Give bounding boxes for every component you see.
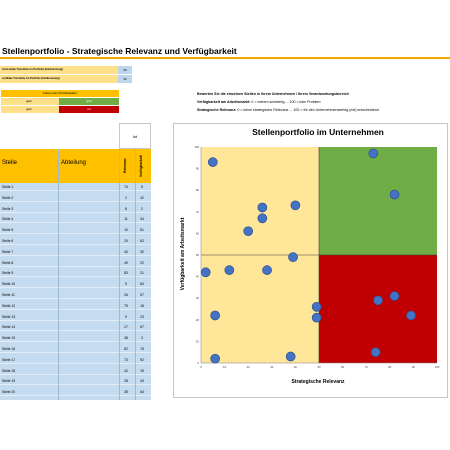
row-name-cell[interactable]: Stelle 7: [2, 249, 14, 254]
row-name-cell[interactable]: Stelle 18: [2, 368, 16, 373]
row-verfuegbarkeit-cell[interactable]: 84: [140, 282, 144, 287]
description-line-1: Bewerten Sie die einzelnen Stellen in Ihrem Unternehmen / Ihrem Verantwortungsbereich: [197, 92, 349, 96]
table-row[interactable]: [0, 183, 151, 191]
table-row[interactable]: [0, 215, 151, 223]
table-row[interactable]: [0, 388, 151, 396]
table-row[interactable]: [0, 323, 151, 331]
row-name-cell[interactable]: Stelle 11: [2, 293, 15, 297]
row-verfuegbarkeit-cell[interactable]: 30: [140, 249, 144, 254]
x-tick-label: 0: [200, 365, 202, 369]
x-tick-label: 30: [270, 365, 274, 369]
row-name-cell[interactable]: Stelle 5: [2, 228, 14, 233]
x-tick-label: 100: [434, 365, 440, 369]
row-verfuegbarkeit-cell[interactable]: 2: [141, 206, 143, 211]
header-stelle: Stelle: [2, 160, 18, 166]
portfolio-colors-header: Farben der Portfoliofelder: [1, 90, 119, 97]
header-relevanz: Relevanz: [123, 158, 127, 174]
table-row[interactable]: [0, 356, 151, 364]
row-verfuegbarkeit-cell[interactable]: 3: [141, 336, 143, 341]
threshold-value-cell[interactable]: 50: [118, 75, 132, 83]
row-relevanz-cell[interactable]: 83: [124, 271, 128, 276]
row-relevanz-cell[interactable]: 5: [125, 282, 127, 287]
color-label-cell[interactable]: gelb: [1, 106, 59, 113]
description-line-2: [197, 100, 321, 104]
row-verfuegbarkeit-cell[interactable]: 78: [140, 347, 144, 351]
color-value-cell[interactable]: rot: [59, 106, 119, 113]
table-row[interactable]: [0, 194, 151, 202]
row-verfuegbarkeit-cell[interactable]: 57: [140, 293, 144, 297]
row-name-cell[interactable]: Stelle 12: [2, 303, 16, 308]
row-name-cell[interactable]: Stelle 19: [2, 379, 16, 384]
row-relevanz-cell[interactable]: 8: [125, 206, 127, 211]
row-relevanz-cell[interactable]: 20: [124, 239, 128, 243]
table-row[interactable]: [0, 302, 151, 310]
threshold-value-cell[interactable]: 50: [118, 66, 132, 74]
y-tick-label: 50: [195, 253, 199, 257]
chart-title: Stellenportfolio im Unternehmen: [252, 127, 384, 137]
title-underline: [0, 57, 450, 59]
sheet-title: Stellenportfolio - Strategische Relevanz und Verfügbarkeit: [2, 46, 237, 56]
y-tick-label: 70: [195, 209, 199, 214]
row-relevanz-cell[interactable]: 73: [124, 357, 128, 362]
row-name-cell[interactable]: Stelle 9: [2, 271, 14, 276]
column-separator: [135, 149, 136, 400]
row-relevanz-cell[interactable]: 35: [124, 390, 128, 395]
row-verfuegbarkeit-cell[interactable]: 51: [140, 228, 144, 233]
row-name-cell[interactable]: Stelle 2: [2, 195, 14, 200]
row-relevanz-cell[interactable]: 49: [124, 260, 128, 265]
x-tick-label: 20: [246, 365, 250, 369]
table-row[interactable]: [0, 226, 151, 234]
x-tick-label: 50: [317, 365, 321, 369]
table-row[interactable]: [0, 313, 151, 321]
color-row: [1, 106, 119, 113]
ist-label: Ist: [119, 123, 151, 149]
y-tick-label: 40: [195, 274, 199, 279]
row-name-cell[interactable]: Stelle 15: [2, 336, 16, 341]
table-row[interactable]: [0, 259, 151, 267]
threshold-label: vertikale Trennlinie im Portfolio (Feldtrennung): [0, 75, 118, 83]
table-row[interactable]: [0, 377, 151, 385]
color-row: [1, 98, 119, 105]
row-name-cell[interactable]: Stelle 17: [2, 357, 16, 362]
threshold-row-vertical: [0, 75, 132, 83]
x-tick-label: 40: [293, 365, 297, 369]
row-relevanz-cell[interactable]: 26: [124, 293, 128, 297]
row-verfuegbarkeit-cell[interactable]: 5: [141, 185, 143, 189]
row-name-cell[interactable]: Stelle 6: [2, 239, 14, 243]
row-verfuegbarkeit-cell[interactable]: 62: [140, 239, 144, 243]
y-tick-label: 100: [194, 145, 199, 149]
threshold-label: horizontale Trennlinie im Portfolio (Feldtrennung): [0, 66, 118, 74]
chart-area[interactable]: [173, 123, 448, 398]
description-text: 0 = extrem schwierig ... 100 = kein Problem: [250, 100, 321, 104]
x-tick-label: 80: [388, 365, 392, 369]
table-row[interactable]: [0, 367, 151, 375]
column-separator: [119, 149, 120, 400]
row-relevanz-cell[interactable]: 11: [124, 217, 128, 222]
row-name-cell[interactable]: Stelle 16: [2, 347, 16, 351]
row-verfuegbarkeit-cell[interactable]: 67: [140, 325, 144, 330]
row-verfuegbarkeit-cell[interactable]: 34: [140, 217, 144, 222]
table-row[interactable]: [0, 345, 151, 353]
row-name-cell[interactable]: Stelle 10: [2, 282, 16, 287]
row-verfuegbarkeit-cell[interactable]: 64: [140, 390, 144, 395]
header-verfuegbarkeit: Verfügbarkeit: [139, 155, 143, 177]
y-tick-label: 80: [195, 188, 199, 193]
row-verfuegbarkeit-cell[interactable]: 92: [140, 357, 144, 362]
row-relevanz-cell[interactable]: 28: [124, 379, 128, 384]
row-verfuegbarkeit-cell[interactable]: 21: [140, 271, 144, 276]
table-row[interactable]: [0, 280, 151, 288]
row-verfuegbarkeit-cell[interactable]: 18: [140, 303, 144, 308]
row-name-cell[interactable]: Stelle 4: [2, 217, 14, 222]
y-tick-label: 90: [195, 166, 199, 171]
table-row[interactable]: [0, 269, 151, 277]
description-text: 0 = keine strategische Relevanz ... 100 = für den Unternehmenserfolg (mit) entscheidend: [236, 108, 379, 112]
row-verfuegbarkeit-cell[interactable]: 19: [140, 368, 144, 373]
row-name-cell[interactable]: Stelle 3: [2, 206, 14, 211]
row-name-cell[interactable]: Stelle 8: [2, 260, 14, 265]
row-name-cell[interactable]: Stelle 1: [2, 185, 14, 189]
table-row[interactable]: [0, 205, 151, 213]
table-row[interactable]: [0, 291, 151, 299]
y-tick-label: 20: [195, 317, 199, 322]
row-relevanz-cell[interactable]: 27: [124, 325, 128, 330]
color-value-cell[interactable]: grün: [59, 98, 119, 105]
row-relevanz-cell[interactable]: 75: [124, 303, 128, 308]
row-relevanz-cell[interactable]: 40: [124, 249, 128, 254]
x-tick-label: 60: [341, 365, 345, 369]
row-name-cell[interactable]: Stelle 14: [2, 325, 16, 330]
row-verfuegbarkeit-cell[interactable]: 43: [140, 379, 144, 384]
row-relevanz-cell[interactable]: 38: [124, 336, 128, 341]
table-row[interactable]: [0, 237, 151, 245]
description-term: Verfügbarkeit am Arbeitsmarkt:: [197, 100, 251, 104]
x-tick-label: 70: [364, 365, 368, 369]
row-relevanz-cell[interactable]: 74: [124, 185, 128, 189]
table-row[interactable]: [0, 248, 151, 256]
table-header: [0, 149, 119, 183]
row-relevanz-cell[interactable]: 10: [124, 228, 128, 233]
y-tick-label: 10: [195, 339, 199, 344]
x-axis-label: Strategische Relevanz: [291, 379, 345, 385]
y-axis-label: Verfügbarkeit am Arbeitsmarkt: [180, 217, 186, 291]
row-relevanz-cell[interactable]: 82: [124, 347, 128, 351]
threshold-row-horizontal: [0, 66, 132, 74]
color-label-cell[interactable]: gelb: [1, 98, 59, 105]
row-relevanz-cell[interactable]: 42: [124, 368, 128, 373]
row-name-cell[interactable]: Stelle 13: [2, 314, 16, 319]
row-name-cell[interactable]: Stelle 20: [2, 390, 16, 395]
y-tick-label: 30: [195, 296, 199, 301]
row-relevanz-cell[interactable]: 2: [125, 195, 127, 200]
description-line-3: [197, 108, 379, 112]
row-verfuegbarkeit-cell[interactable]: 23: [140, 314, 144, 319]
y-tick-label: 0: [197, 361, 199, 365]
row-verfuegbarkeit-cell[interactable]: 42: [140, 195, 144, 200]
x-tick-label: 10: [223, 365, 227, 369]
x-tick-label: 90: [411, 365, 415, 369]
row-verfuegbarkeit-cell[interactable]: 22: [140, 260, 144, 265]
column-separator: [58, 149, 59, 400]
row-relevanz-cell[interactable]: 9: [125, 314, 127, 319]
table-row[interactable]: [0, 334, 151, 342]
y-tick-label: 60: [195, 231, 199, 236]
description-term: Strategische Relevanz:: [197, 108, 237, 112]
header-abteilung: Abteilung: [61, 160, 87, 166]
